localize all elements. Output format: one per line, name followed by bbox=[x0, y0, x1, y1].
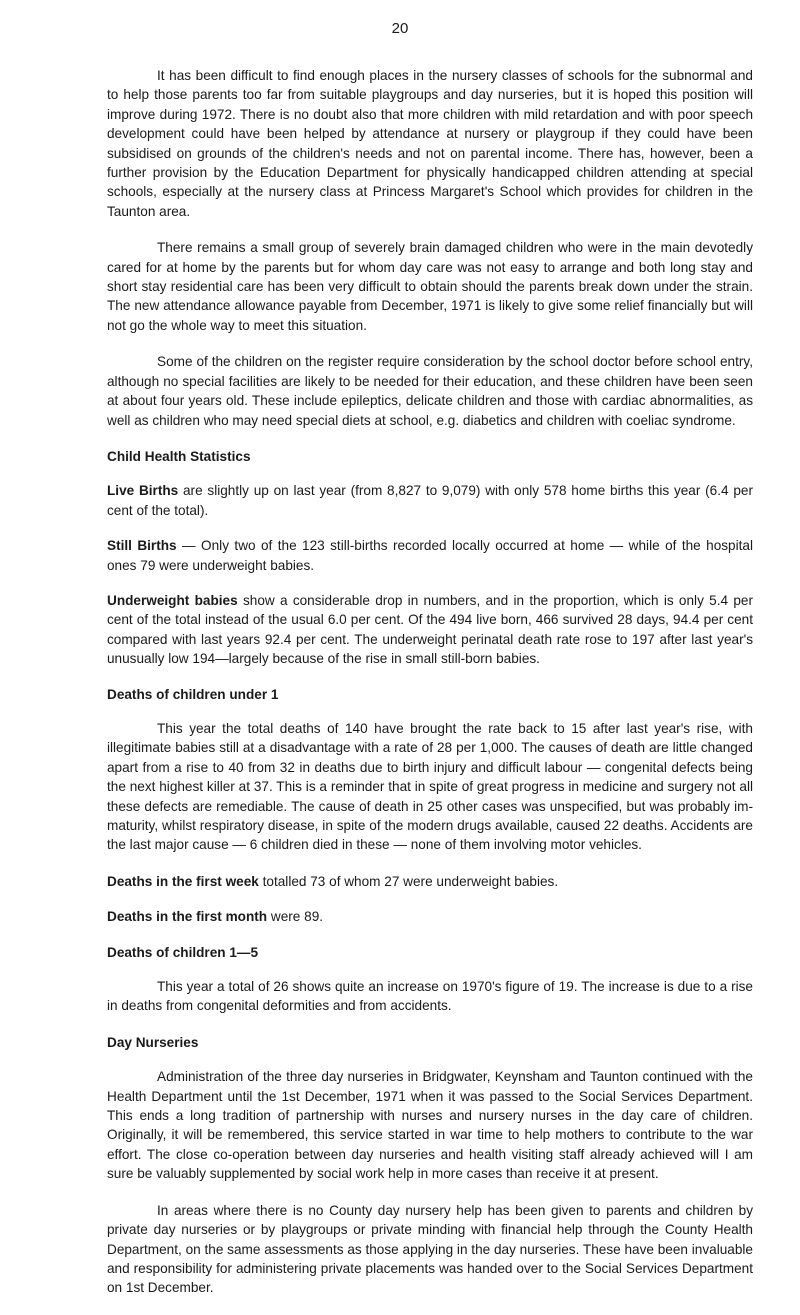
paragraph-day-nurseries-administration: Administration of the three day nurseries in Bridgwater, Keynsham and Taunton continued with the Health Department until the 1st December, 1971 when it was passed to the Social Services Department. This ends a long tradition of partnership with nurses and nursery nurses in the day care of children. Originally, it will be remembered, this service started in war time to help mothers to contribute to the war effort. The close co-operation between day nurseries and health visiting staff already achieved will I am sure be valuably supplemented by social work help in more cases than receive it at present. bbox=[107, 1069, 753, 1182]
heading-day-nurseries: Day Nurseries bbox=[107, 1034, 199, 1050]
paragraph-deaths-first-week bbox=[107, 872, 753, 891]
paragraph-underweight-babies bbox=[107, 591, 753, 669]
text-live-births: are slightly up on last year (from 8,827 to 9,079) with only 578 home births this year (6.4 per cent of the total). bbox=[107, 483, 753, 518]
label-underweight-babies: Underweight babies bbox=[107, 592, 238, 608]
paragraph-day-nurseries-private: In areas where there is no County day nursery help has been given to parents and children by private day nurseries or by playgroups or private minding with financial help through the County Health Department, on the same assessments as those applying in the day nurseries. These have been invaluable and responsibility for administering private placements was handed over to the Social Services Department on 1st December. bbox=[107, 1202, 753, 1296]
paragraph-deaths-first-month bbox=[107, 907, 753, 926]
heading-deaths-under-1: Deaths of children under 1 bbox=[107, 686, 279, 702]
heading-deaths-1-5: Deaths of children 1—5 bbox=[107, 944, 259, 960]
label-deaths-first-month: Deaths in the first month bbox=[107, 909, 268, 925]
heading-child-health-statistics: Child Health Statistics bbox=[107, 448, 251, 464]
page-body bbox=[107, 66, 753, 1315]
paragraph-brain-damaged-children: There remains a small group of severely brain damaged children who were in the main devotedly cared for at home by the parents but for whom day care was not easy to arrange and both long stay and short stay residential care has been very difficult to obtain should the parents break down under the strain. The new attendance allowance payable from December, 1971 is likely to give some relief financially but will not go the whole way to meet this situation. bbox=[107, 240, 753, 333]
text-underweight-babies: show a considerable drop in numbers, and in the proportion, which is only 5.4 per cent of the total instead of the usual 6.0 per cent. Of the 494 live born, 466 survived 28 days, 94.4 per cent compared with last years 92.4 per cent. The underweight perinatal death rate rose to 197 after last year's unusually low 194—largely because of the rise in small still-born babies. bbox=[107, 592, 753, 667]
page-number: 20 bbox=[391, 20, 409, 37]
paragraph-deaths-under-1: This year the total deaths of 140 have brought the rate back to 15 after last year's rise, with illegitimate babies still at a disadvantage with a rate of 28 per 1,000. The causes of death are little changed apart from a rise to 40 from 32 in deaths due to birth injury and difficult labour — congenital defects being the next highest killer at 37. This is a reminder that in spite of great progress in medicine and surgery not all these defects are remediable. The cause of death in 25 other cases was unspecified, but was probably im-maturity, whilst respiratory disease, in spite of the modern drugs available, caused 22 deaths. Accidents are the last major cause — 6 children died in these — none of them involving motor vehicles. bbox=[107, 720, 753, 853]
text-deaths-first-week: totalled 73 of whom 27 were underweight babies. bbox=[258, 873, 559, 889]
paragraph-deaths-1-5: This year a total of 26 shows quite an increase on 1970's figure of 19. The increase is due to a rise in deaths from congenital deformities and from accidents. bbox=[107, 979, 753, 1014]
paragraph-still-births bbox=[107, 536, 753, 575]
text-deaths-first-month: were 89. bbox=[267, 909, 324, 925]
text-still-births: — Only two of the 123 still-births recorded locally occurred at home — while of the hospital ones 79 were underweight babies. bbox=[107, 538, 753, 573]
label-deaths-first-week: Deaths in the first week bbox=[107, 873, 259, 889]
paragraph-register-children: Some of the children on the register require consideration by the school doctor before school entry, although no special facilities are likely to be needed for their education, and these children have been seen at about four years old. These include epileptics, delicate children and those with cardiac abnormalities, as well as children who may need special diets at school, e.g. diabetics and children with coeliac syndrome. bbox=[107, 354, 753, 428]
paragraph-live-births bbox=[107, 481, 753, 520]
paragraph-nursery-classes: It has been difficult to find enough places in the nursery classes of schools for the subnormal and to help those parents too far from suitable playgroups and day nurseries, but it is hoped this position will improve during 1972. There is no doubt also that more children with mild retardation and with poor speech development could have been helped by attendance at nursery or playgroup if they could have been subsidised on grounds of the children's needs and not on parental income. There has, however, been a further provision by the Education Department for physically handicapped children attending at special schools, especially at the nursery class at Princess Margaret's School which provides for children in the Taunton area. bbox=[107, 68, 753, 219]
label-still-births: Still Births bbox=[107, 538, 177, 554]
label-live-births: Live Births bbox=[107, 483, 179, 499]
